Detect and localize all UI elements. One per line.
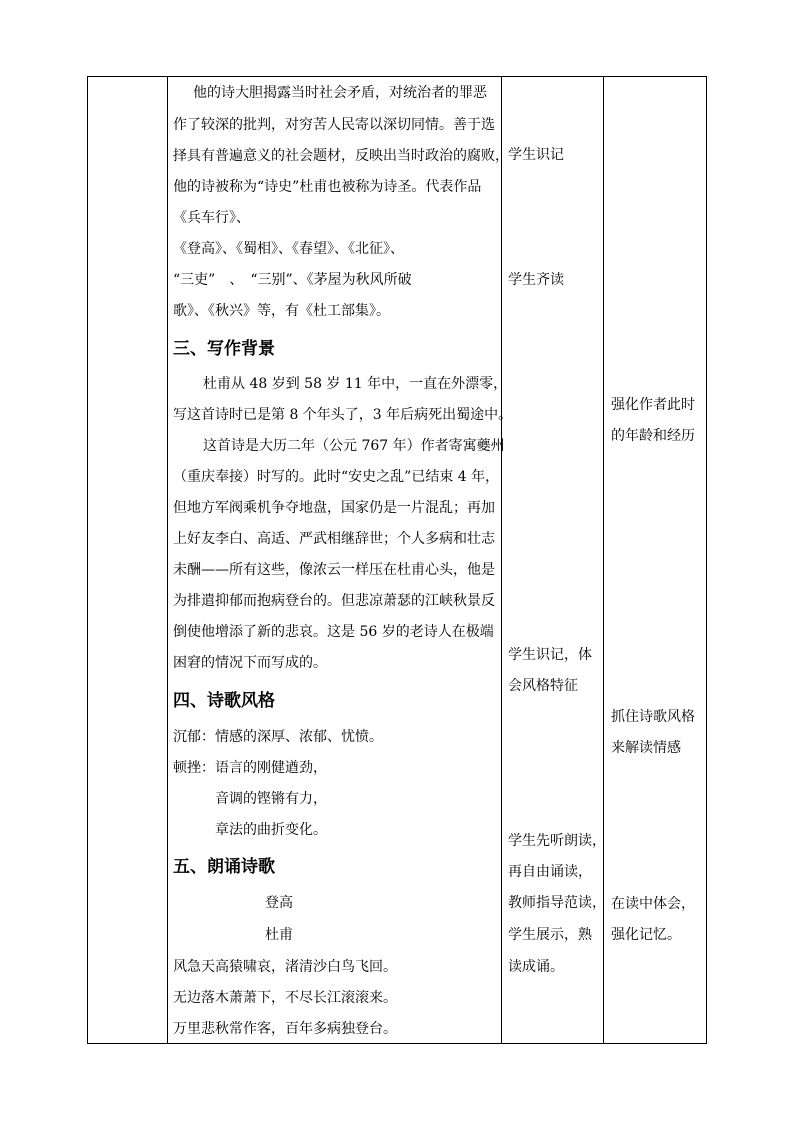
intro-line: 作了较深的批判，对穷苦人民寄以深切同情。善于选 bbox=[173, 117, 495, 133]
background-line: 但地方军阀乘机争夺地盘，国家仍是一片混乱；再加 bbox=[173, 500, 495, 516]
background-line: 这首诗是大历二年（公元 767 年）作者寄寓夔州 bbox=[203, 438, 505, 454]
design-intent-note: 的年龄和经历 bbox=[611, 428, 695, 444]
background-line: 困窘的情况下而写成的。 bbox=[173, 655, 327, 671]
background-line: 上好友李白、高适、严武相继辞世；个人多病和壮志 bbox=[173, 531, 495, 547]
poem-line: 万里悲秋常作客，百年多病独登台。 bbox=[173, 1021, 397, 1037]
background-line: 倒使他增添了新的悲哀。这是 56 岁的老诗人在极端 bbox=[173, 624, 494, 640]
student-activity-note: 学生识记 bbox=[508, 147, 564, 163]
table-column-divider bbox=[501, 76, 502, 1044]
style-line: 音调的铿锵有力， bbox=[215, 791, 327, 807]
table-border-bottom bbox=[87, 1043, 707, 1044]
section-heading-background: 三、写作背景 bbox=[173, 339, 275, 359]
table-column-divider bbox=[167, 76, 168, 1044]
student-activity-note: 学生展示，熟 bbox=[508, 927, 592, 943]
student-activity-note: 教师指导范读， bbox=[508, 895, 606, 911]
design-intent-note: 来解读情感 bbox=[611, 740, 681, 756]
intro-line: 歌》、《秋兴》等，有《杜工部集》。 bbox=[173, 303, 390, 319]
style-line: 顿挫：语言的刚健遒劲， bbox=[173, 760, 327, 776]
intro-line: 他的诗被称为“诗史”杜甫也被称为诗圣。代表作品 bbox=[173, 179, 482, 195]
background-line: 未酬——所有这些，像浓云一样压在杜甫心头，他是 bbox=[173, 562, 495, 578]
style-line: 章法的曲折变化。 bbox=[215, 822, 327, 838]
poem-line: 无边落木萧萧下，不尽长江滚滚来。 bbox=[173, 990, 397, 1006]
intro-line: 《登高》、《蜀相》、《春望》、《北征》、 bbox=[173, 241, 404, 257]
poem-title: 登高 bbox=[265, 895, 293, 911]
section-heading-style: 四、诗歌风格 bbox=[173, 691, 275, 711]
intro-line: 《兵车行》、 bbox=[173, 210, 250, 226]
background-line: （重庆奉接）时写的。此时“安史之乱”已结束 4 年， bbox=[173, 469, 500, 485]
table-border-right bbox=[706, 76, 707, 1044]
intro-line: “三吏” 、 “三别”、《茅屋为秋风所破 bbox=[173, 272, 412, 288]
intro-line: 择具有普遍意义的社会题材，反映出当时政治的腐败， bbox=[173, 148, 509, 164]
background-line: 写这首诗时已是第 8 个年头了，3 年后病死出蜀途中。 bbox=[173, 407, 513, 423]
student-activity-note: 读成诵。 bbox=[508, 959, 564, 975]
design-intent-note: 强化记忆。 bbox=[611, 927, 681, 943]
section-heading-recital: 五、朗诵诗歌 bbox=[173, 857, 275, 877]
table-border-left bbox=[87, 76, 88, 1044]
poem-line: 风急天高猿啸哀，渚清沙白鸟飞回。 bbox=[173, 959, 397, 975]
student-activity-note: 学生识记，体 bbox=[508, 647, 592, 663]
student-activity-note: 会风格特征 bbox=[508, 678, 578, 694]
student-activity-note: 学生齐读 bbox=[508, 272, 564, 288]
design-intent-note: 抓住诗歌风格 bbox=[611, 709, 695, 725]
table-border-top bbox=[87, 76, 707, 77]
background-line: 为排遣抑郁而抱病登台的。但悲凉萧瑟的江峡秋景反 bbox=[173, 593, 495, 609]
style-line: 沉郁：情感的深厚、浓郁、忧愤。 bbox=[173, 729, 383, 745]
student-activity-note: 学生先听朗读， bbox=[508, 833, 606, 849]
design-intent-note: 在读中体会， bbox=[611, 896, 695, 912]
student-activity-note: 再自由诵读， bbox=[508, 864, 592, 880]
poem-author: 杜甫 bbox=[265, 927, 293, 943]
background-line: 杜甫从 48 岁到 58 岁 11 年中，一直在外漂零， bbox=[203, 376, 508, 392]
design-intent-note: 强化作者此时 bbox=[611, 397, 695, 413]
intro-line: 他的诗大胆揭露当时社会矛盾，对统治者的罪恶 bbox=[193, 85, 487, 101]
